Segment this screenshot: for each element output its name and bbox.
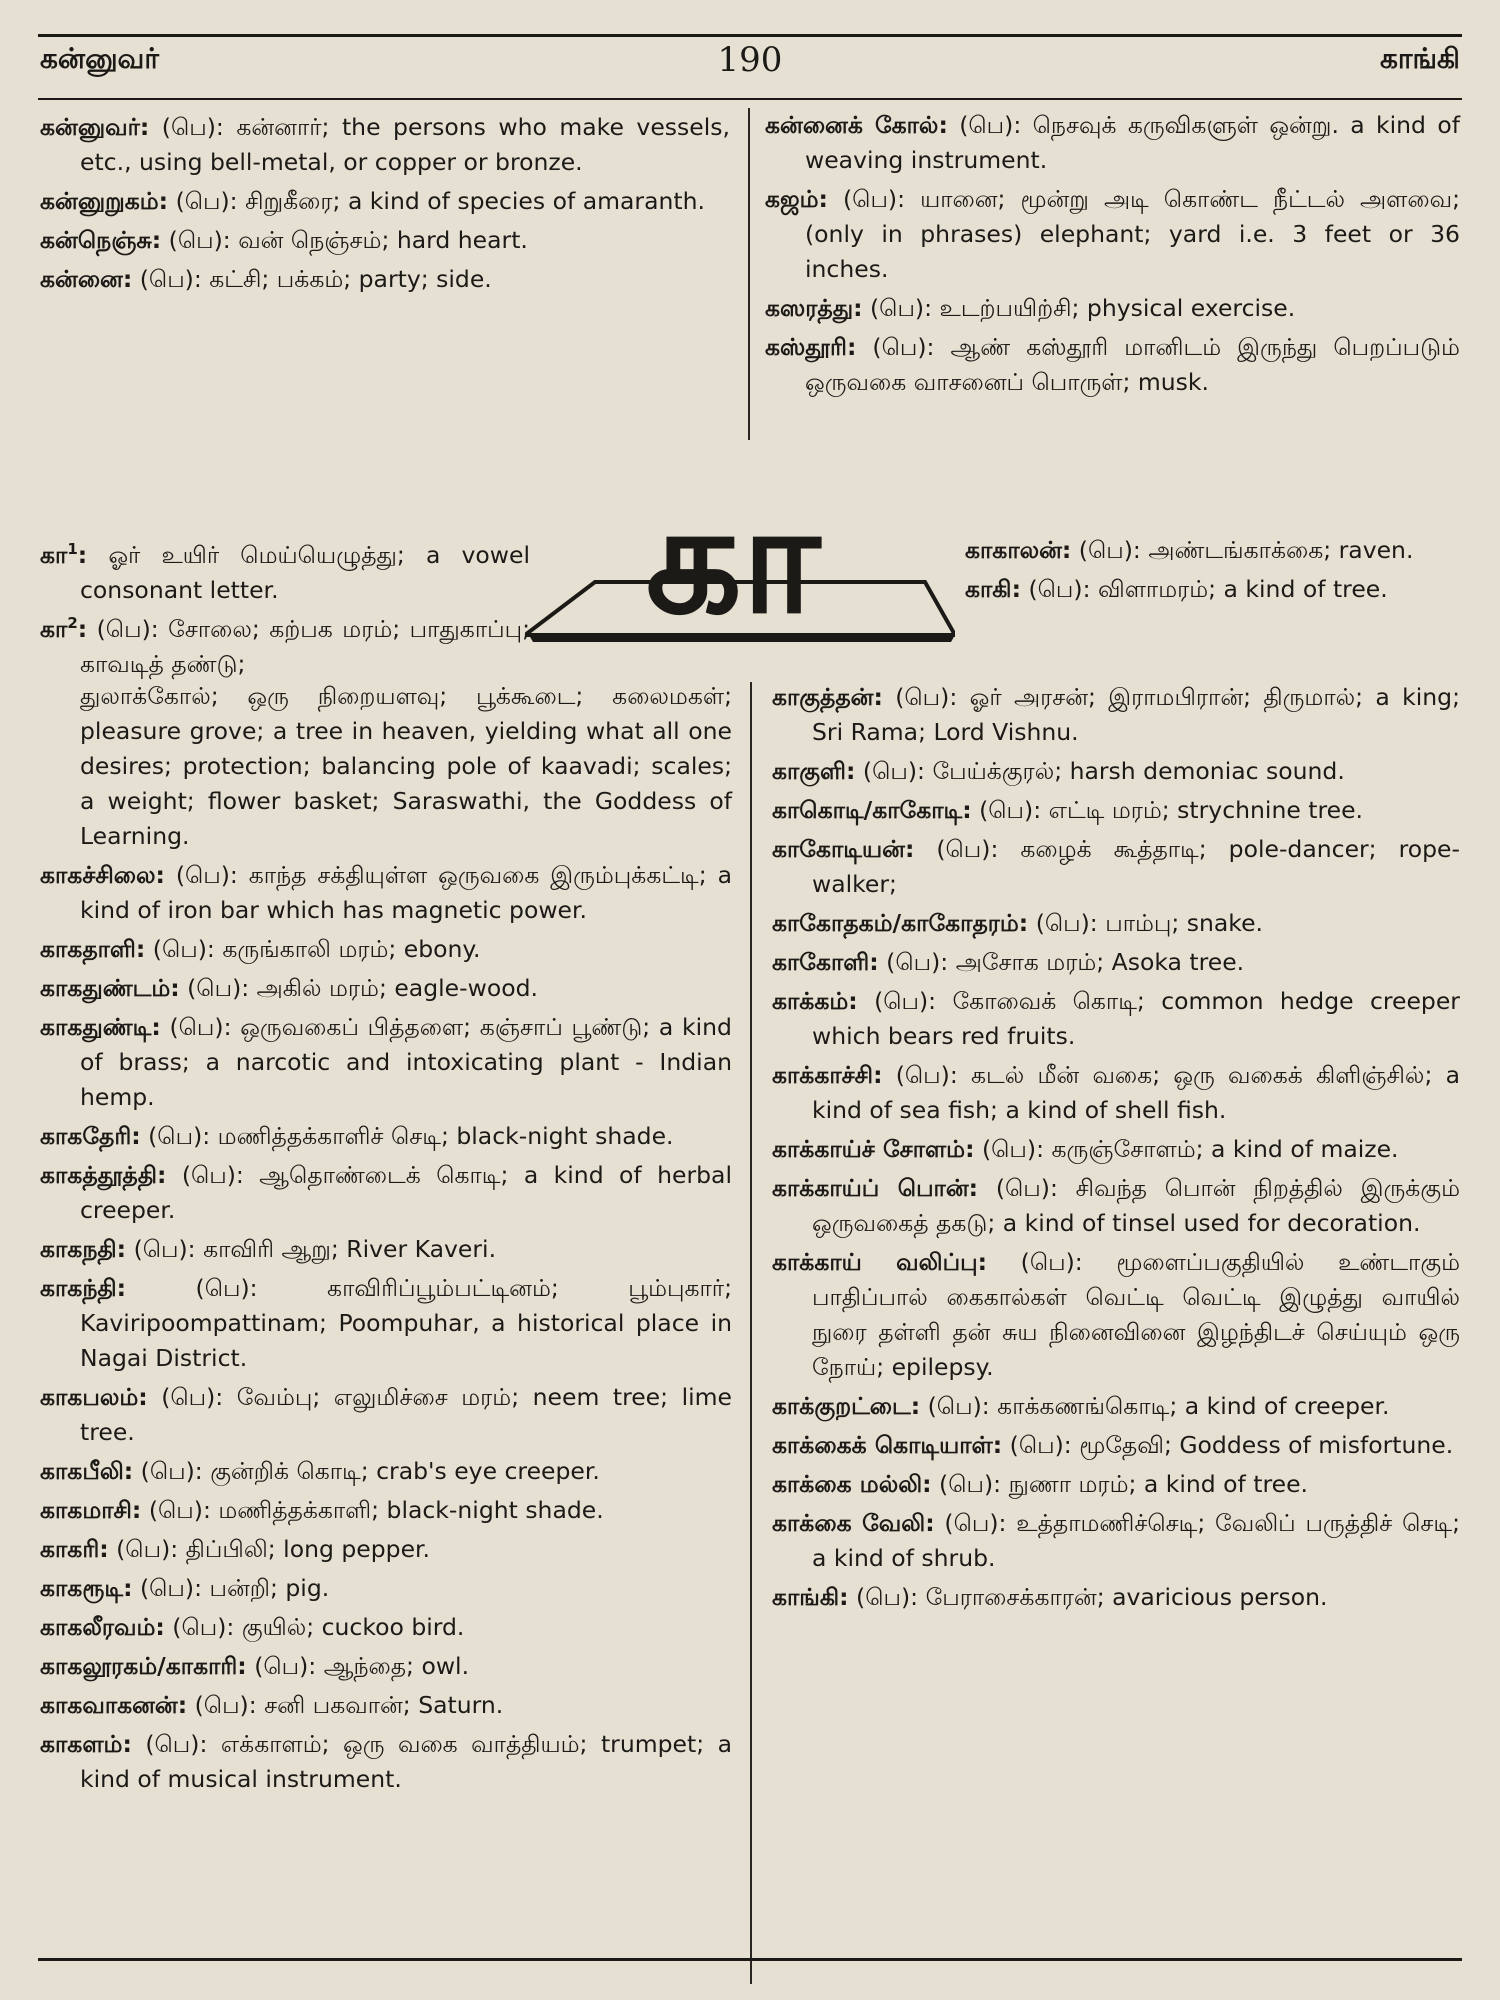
entry-headword	[40, 187, 168, 215]
dictionary-entry	[772, 945, 1460, 980]
entry-definition: உடற்பயிற்சி; physical exercise.	[939, 294, 1296, 322]
entry-headword	[40, 935, 145, 963]
headword-text: காகபீலி:	[40, 1457, 134, 1485]
dictionary-entry	[40, 223, 730, 258]
headword-text: காகலூரகம்/காகாரி:	[40, 1652, 247, 1680]
part-of-speech: (பெ):	[139, 1574, 203, 1602]
entry-headword	[772, 1135, 974, 1163]
entry-headword	[765, 333, 856, 361]
headword-text: கஸரத்து:	[765, 294, 863, 322]
dictionary-entry	[772, 1058, 1460, 1128]
headword-text: காகொடி/காகோடி:	[772, 796, 972, 824]
entry-definition: திப்பிலி; long pepper.	[185, 1535, 431, 1563]
entry-headword	[40, 1274, 126, 1302]
entry-headword	[772, 1392, 920, 1420]
headword-text: காகோளி:	[772, 948, 879, 976]
main-right-first-entries	[965, 533, 1460, 611]
part-of-speech: (பெ):	[161, 113, 224, 141]
headword-text: காகதாளி:	[40, 935, 146, 963]
headword-text: கன்னுவர்:	[40, 113, 150, 141]
dictionary-entry	[40, 184, 730, 219]
part-of-speech: (பெ):	[1009, 1431, 1072, 1459]
headword-text: காகமாசி:	[40, 1496, 142, 1524]
main-left-column	[40, 679, 732, 1801]
entry-headword	[40, 1691, 187, 1719]
dictionary-entry	[772, 832, 1460, 902]
entry-definition: குன்றிக் கொடி; crab's eye creeper.	[210, 1457, 600, 1485]
dictionary-entry	[40, 262, 730, 297]
entry-definition: சோலை; கற்பக மரம்; பாதுகாப்பு; காவடித் தண்டு;	[80, 615, 530, 678]
dictionary-entry	[765, 330, 1460, 400]
entry-definition: கருங்காலி மரம்; ebony.	[222, 935, 481, 963]
part-of-speech: (பெ):	[979, 796, 1042, 824]
main-column-divider	[750, 682, 752, 1984]
part-of-speech: (பெ):	[139, 265, 202, 293]
dictionary-entry	[772, 1171, 1460, 1241]
entry-headword	[40, 1535, 109, 1563]
headword-text: கஸ்தூரி:	[765, 333, 857, 361]
entry-definition: சிறுகீரை; a kind of species of amaranth.	[245, 187, 705, 215]
part-of-speech: (பெ):	[1035, 909, 1098, 937]
entry-headword	[40, 1122, 141, 1150]
part-of-speech: (பெ):	[152, 935, 215, 963]
entry-definition: பேய்க்குரல்; harsh demoniac sound.	[932, 757, 1345, 785]
part-of-speech: (பெ):	[181, 1161, 244, 1189]
entry-definition: எட்டி மரம்; strychnine tree.	[1048, 796, 1364, 824]
entry-headword	[40, 1730, 132, 1758]
dictionary-entry	[40, 1493, 732, 1528]
entry-definition: வன் நெஞ்சம்; hard heart.	[238, 226, 528, 254]
entry-headword	[40, 1383, 148, 1411]
entry-definition: கடல் மீன் வகை; ஒரு வகைக் கிளிஞ்சில்; a kind of sea fish; a kind of shell fish.	[812, 1061, 1460, 1124]
header-left-word: கன்னுவர்	[40, 42, 159, 75]
part-of-speech: (பெ):	[96, 615, 159, 643]
part-of-speech: (பெ):	[862, 757, 925, 785]
dictionary-entry	[772, 1389, 1460, 1424]
headword-text: காக்கை மல்லி:	[772, 1470, 932, 1498]
dictionary-entry	[40, 679, 732, 854]
entry-definition: பாம்பு; snake.	[1105, 909, 1264, 937]
entry-headword	[765, 111, 948, 139]
dictionary-entry	[40, 1727, 732, 1797]
main-right-column	[772, 680, 1460, 1619]
dictionary-entry	[772, 793, 1460, 828]
part-of-speech: (பெ):	[869, 294, 933, 322]
headword-text: காகோடியன்:	[772, 835, 915, 863]
headword-text: காகதுண்டி:	[40, 1013, 161, 1041]
headword-text: காக்காய்ச் சோளம்:	[772, 1135, 975, 1163]
main-left-first-entries	[40, 538, 530, 686]
dictionary-entry	[40, 1454, 732, 1489]
part-of-speech: (பெ):	[145, 1730, 208, 1758]
dictionary-entry	[40, 110, 730, 180]
entry-headword	[772, 1248, 987, 1276]
dictionary-entry	[765, 108, 1460, 178]
entry-definition: கோவைக் கொடி; common hedge creeper which bears red fruits.	[812, 987, 1460, 1050]
entry-headword	[772, 1174, 978, 1202]
headword-text: காகதேரி:	[40, 1122, 141, 1150]
entry-headword	[40, 615, 87, 643]
part-of-speech: (பெ):	[842, 185, 906, 213]
dictionary-entry	[40, 1119, 732, 1154]
entry-definition: காந்த சக்தியுள்ள ஒருவகை இரும்புக்கட்டி; a kind of iron bar which has magnetic power.	[80, 861, 732, 924]
headword-text: காக்காச்சி:	[772, 1061, 883, 1089]
headword-text: காகளம்:	[40, 1730, 132, 1758]
headword-text: காக்குறட்டை:	[772, 1392, 921, 1420]
headword-text: காக்கம்:	[772, 987, 858, 1015]
entry-definition: ஓர் உயிர் மெய்யெழுத்து; a vowel consonant letter.	[80, 541, 530, 604]
headword-text: காகதுண்டம்:	[40, 974, 180, 1002]
entry-definition: மணித்தக்காளி; black-night shade.	[218, 1496, 604, 1524]
part-of-speech: (பெ):	[116, 1535, 179, 1563]
entry-headword	[772, 1470, 932, 1498]
entry-headword	[772, 948, 879, 976]
homonym-number: 2	[67, 614, 78, 633]
dictionary-entry	[40, 1688, 732, 1723]
headword-text: கன்னைக் கோல்:	[765, 111, 948, 139]
headword-text: கன்னை:	[40, 265, 133, 293]
entry-headword	[40, 1161, 166, 1189]
part-of-speech: (பெ):	[194, 1691, 257, 1719]
dictionary-entry	[40, 1380, 732, 1450]
entry-headword	[40, 226, 161, 254]
headword-text: காக்கை வேலி:	[772, 1509, 935, 1537]
entry-headword	[40, 1013, 161, 1041]
headword-text: காங்கி:	[772, 1583, 849, 1611]
entry-headword	[772, 796, 972, 824]
dictionary-entry	[40, 1571, 732, 1606]
dictionary-entry	[40, 1232, 732, 1267]
entry-headword	[765, 185, 828, 213]
headword-text: காகுத்தன்:	[772, 683, 883, 711]
headword-text: காகத்தூத்தி:	[40, 1161, 167, 1189]
top-column-divider	[748, 108, 750, 440]
headword-text: காகலீரவம்:	[40, 1613, 165, 1641]
headword-colon: :	[77, 615, 88, 643]
part-of-speech: (பெ):	[175, 187, 238, 215]
entry-headword	[40, 1457, 133, 1485]
dictionary-entry	[965, 572, 1460, 607]
entry-definition: காவிரி ஆறு; River Kaveri.	[203, 1235, 497, 1263]
entry-headword	[772, 909, 1028, 937]
part-of-speech: (பெ):	[936, 835, 999, 863]
entry-headword	[965, 536, 1071, 564]
part-of-speech: (பெ):	[254, 1652, 317, 1680]
part-of-speech: (பெ):	[169, 1013, 232, 1041]
part-of-speech: (பெ):	[944, 1509, 1007, 1537]
entry-definition: கட்சி; பக்கம்; party; side.	[209, 265, 492, 293]
part-of-speech: (பெ):	[995, 1174, 1058, 1202]
entry-definition: நெசவுக் கருவிகளுள் ஒன்று. a kind of weaving instrument.	[805, 111, 1460, 174]
entry-definition: உத்தாமணிச்செடி; வேலிப் பருத்திச் செடி; a kind of shrub.	[812, 1509, 1460, 1572]
entry-headword	[765, 294, 863, 322]
headword-text: காகவாகனன்:	[40, 1691, 188, 1719]
dictionary-entry	[772, 1467, 1460, 1502]
dictionary-entry	[40, 612, 530, 682]
headword-text: காகரூடி:	[40, 1574, 133, 1602]
top-rule	[38, 34, 1462, 37]
page-number: 190	[717, 40, 783, 80]
part-of-speech: (பெ):	[140, 1457, 203, 1485]
dictionary-entry	[40, 971, 732, 1006]
headword-text: காகோதகம்/காகோதரம்:	[772, 909, 1029, 937]
headword-text: காகச்சிலை:	[40, 861, 165, 889]
entry-definition: அகில் மரம்; eagle-wood.	[256, 974, 538, 1002]
headword-text: கா	[40, 541, 68, 569]
entry-headword	[772, 987, 858, 1015]
part-of-speech: (பெ):	[168, 226, 231, 254]
entry-definition: காவிரிப்பூம்பட்டினம்; பூம்புகார்; Kaviripoompattinam; Poompuhar, a historical place in Nagai District.	[80, 1274, 732, 1372]
part-of-speech: (பெ):	[133, 1235, 196, 1263]
part-of-speech: (பெ):	[195, 1274, 258, 1302]
dictionary-entry	[40, 1158, 732, 1228]
entry-definition: குயில்; cuckoo bird.	[241, 1613, 465, 1641]
part-of-speech: (பெ):	[981, 1135, 1045, 1163]
part-of-speech: (பெ):	[874, 987, 937, 1015]
headword-text: கா	[40, 615, 68, 643]
dictionary-entry	[40, 1610, 732, 1645]
entry-definition: நுணா மரம்; a kind of tree.	[1008, 1470, 1309, 1498]
headword-text: காகநதி:	[40, 1235, 127, 1263]
headword-text: காகபலம்:	[40, 1383, 148, 1411]
entry-definition: விளாமரம்; a kind of tree.	[1097, 575, 1388, 603]
part-of-speech: (பெ):	[1078, 536, 1141, 564]
part-of-speech: (பெ):	[175, 861, 238, 889]
dictionary-entry	[772, 754, 1460, 789]
part-of-speech: (பெ):	[856, 1583, 919, 1611]
entry-definition: ஓர் அரசன்; இராமபிரான்; திருமால்; a king; Sri Rama; Lord Vishnu.	[812, 683, 1460, 746]
section-letter-block	[525, 473, 955, 650]
headword-text: காகந்தி:	[40, 1274, 127, 1302]
header-rule	[38, 98, 1462, 100]
entry-definition: சிவந்த பொன் நிறத்தில் இருக்கும் ஒருவகைத் தகடு; a kind of tinsel used for decoration.	[812, 1174, 1460, 1237]
entry-headword	[40, 1652, 247, 1680]
entry-headword	[40, 861, 165, 889]
headword-text: காக்கைக் கொடியாள்:	[772, 1431, 1003, 1459]
entry-definition: ஆண் கஸ்தூரி மானிடம் இருந்து பெறப்படும் ஒருவகை வாசனைப் பொருள்; musk.	[805, 333, 1460, 396]
part-of-speech: (பெ):	[187, 974, 250, 1002]
entry-headword	[40, 541, 87, 569]
entry-definition: சனி பகவான்; Saturn.	[264, 1691, 504, 1719]
entry-definition: எக்காளம்; ஒரு வகை வாத்தியம்; trumpet; a kind of musical instrument.	[80, 1730, 732, 1793]
entry-definition: யானை; மூன்று அடி கொண்ட நீட்டல் அளவை; (only in phrases) elephant; yard i.e. 3 feet or 36 inches.	[805, 185, 1460, 283]
dictionary-entry	[40, 1532, 732, 1567]
headword-text: காகுளி:	[772, 757, 856, 785]
entry-headword	[40, 113, 149, 141]
part-of-speech: (பெ):	[148, 1122, 211, 1150]
entry-headword	[40, 1613, 165, 1641]
entry-definition: கழைக் கூத்தாடி; pole-dancer; rope-walker;	[812, 835, 1460, 898]
entry-headword	[772, 1431, 1002, 1459]
top-right-column	[765, 108, 1460, 404]
dictionary-entry	[765, 291, 1460, 326]
headword-text: காகாலன்:	[965, 536, 1072, 564]
entry-headword	[40, 265, 132, 293]
dictionary-entry	[40, 1649, 732, 1684]
dictionary-entry	[772, 906, 1460, 941]
entry-definition: அசோக மரம்; Asoka tree.	[955, 948, 1245, 976]
part-of-speech: (பெ):	[161, 1383, 224, 1411]
entry-definition: கன்னார்; the persons who make vessels, etc., using bell-metal, or copper or bronze.	[80, 113, 730, 176]
part-of-speech: (பெ):	[895, 683, 958, 711]
part-of-speech: (பெ):	[939, 1470, 1002, 1498]
header-right-word: காங்கி	[1379, 42, 1460, 75]
entry-definition: கருஞ்சோளம்; a kind of maize.	[1051, 1135, 1399, 1163]
part-of-speech: (பெ):	[927, 1392, 990, 1420]
entry-definition: வேம்பு; எலுமிச்சை மரம்; neem tree; lime tree.	[80, 1383, 732, 1446]
entry-definition: துலாக்கோல்; ஒரு நிறையளவு; பூக்கூடை; கலைமகள்; pleasure grove; a tree in heaven, yielding what all one desires; protection; balancing pole of kaavadi; scales; a weight; flower basket; Saraswathi, the Goddess of Learning.	[80, 682, 732, 850]
top-left-column	[40, 110, 730, 301]
part-of-speech: (பெ):	[886, 948, 949, 976]
part-of-speech: (பெ):	[1020, 1248, 1083, 1276]
headword-colon: :	[77, 541, 88, 569]
dictionary-entry	[772, 1428, 1460, 1463]
entry-definition: ஒருவகைப் பித்தளை; கஞ்சாப் பூண்டு; a kind of brass; a narcotic and intoxicating plant - Indian hemp.	[80, 1013, 732, 1111]
part-of-speech: (பெ):	[895, 1061, 958, 1089]
headword-text: காக்காய் வலிப்பு:	[772, 1248, 987, 1276]
entry-definition: காக்கணங்கொடி; a kind of creeper.	[997, 1392, 1390, 1420]
entry-definition: அண்டங்காக்கை; raven.	[1148, 536, 1414, 564]
dictionary-entry	[772, 1245, 1460, 1385]
entry-definition: ஆந்தை; owl.	[323, 1652, 470, 1680]
bottom-rule	[38, 1958, 1462, 1961]
dictionary-entry	[40, 1271, 732, 1376]
headword-text: கன்நெஞ்சு:	[40, 226, 162, 254]
entry-headword	[772, 683, 883, 711]
entry-headword	[772, 835, 914, 863]
homonym-number: 1	[67, 540, 78, 559]
part-of-speech: (பெ):	[1028, 575, 1091, 603]
entry-headword	[965, 575, 1021, 603]
entry-headword	[772, 1583, 849, 1611]
entry-definition: பேராசைக்காரன்; avaricious person.	[925, 1583, 1328, 1611]
part-of-speech: (பெ):	[148, 1496, 211, 1524]
dictionary-entry	[40, 1010, 732, 1115]
entry-definition: பன்றி; pig.	[209, 1574, 330, 1602]
section-letter: கா	[645, 473, 825, 647]
entry-definition: மணித்தக்காளிச் செடி; black-night shade.	[217, 1122, 674, 1150]
entry-headword	[40, 1574, 132, 1602]
dictionary-entry	[772, 1580, 1460, 1615]
headword-text: காகி:	[965, 575, 1021, 603]
entry-headword	[40, 974, 180, 1002]
dictionary-entry	[40, 858, 732, 928]
dictionary-entry	[772, 680, 1460, 750]
entry-definition: மூளைப்பகுதியில் உண்டாகும் பாதிப்பால் கைகால்கள் வெட்டி வெட்டி இழுத்து வாயில் நுரை தள்ளி தன் சுய நினைவினை இழந்திடச் செய்யும் ஒரு நோய்; epilepsy.	[812, 1248, 1460, 1381]
entry-definition: ஆதொண்டைக் கொடி; a kind of herbal creeper.	[80, 1161, 732, 1224]
dictionary-entry	[772, 1506, 1460, 1576]
part-of-speech: (பெ):	[172, 1613, 235, 1641]
headword-text: கன்னுறுகம்:	[40, 187, 169, 215]
headword-text: கஜம்:	[765, 185, 828, 213]
dictionary-entry	[772, 984, 1460, 1054]
entry-headword	[772, 1061, 882, 1089]
dictionary-entry	[40, 538, 530, 608]
part-of-speech: (பெ):	[959, 111, 1022, 139]
part-of-speech: (பெ):	[872, 333, 935, 361]
headword-text: காக்காய்ப் பொன்:	[772, 1174, 979, 1202]
entry-headword	[40, 1235, 126, 1263]
dictionary-entry	[765, 182, 1460, 287]
dictionary-entry	[772, 1132, 1460, 1167]
entry-headword	[772, 757, 855, 785]
entry-definition: மூதேவி; Goddess of misfortune.	[1079, 1431, 1454, 1459]
dictionary-entry	[40, 932, 732, 967]
entry-headword	[40, 1496, 141, 1524]
dictionary-entry	[965, 533, 1460, 568]
headword-text: காகரி:	[40, 1535, 109, 1563]
entry-headword	[772, 1509, 935, 1537]
